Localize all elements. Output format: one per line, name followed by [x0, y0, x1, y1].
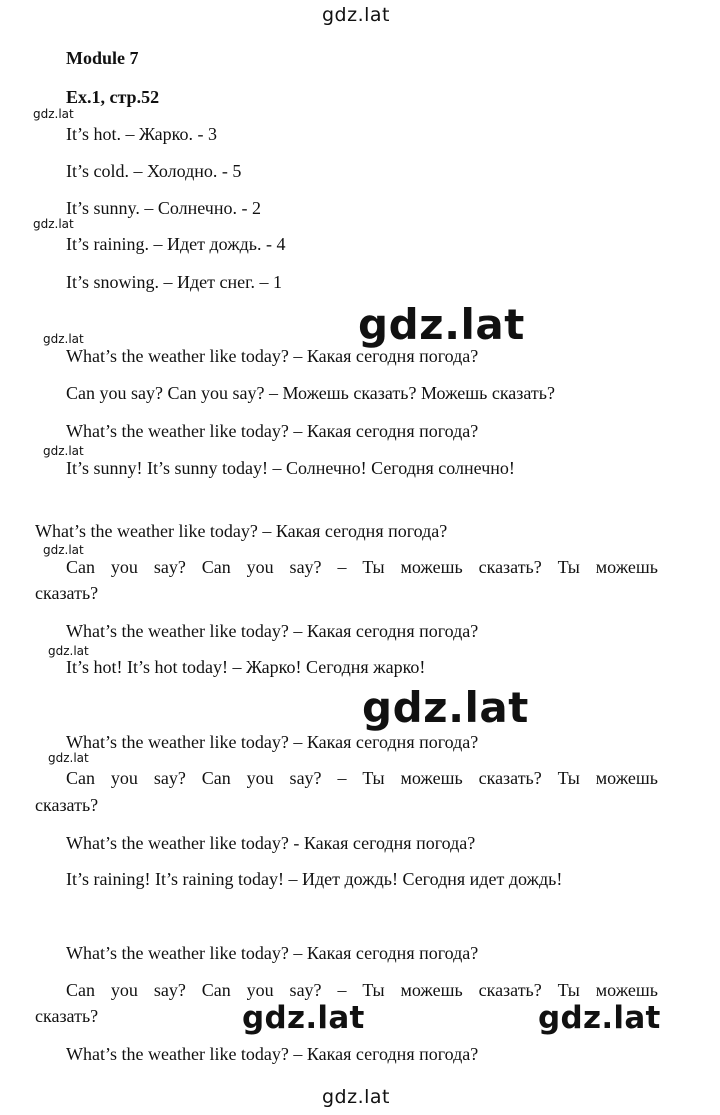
matching-line: It’s hot. – Жарко. - 3: [66, 124, 217, 144]
song-line: What’s the weather like today? - Какая сегодня погода?: [66, 833, 476, 853]
song-line: It’s hot! It’s hot today! – Жарко! Сегодня жарко!: [66, 657, 426, 677]
song-line: What’s the weather like today? – Какая сегодня погода?: [66, 421, 479, 441]
matching-line: It’s snowing. – Идет снег. – 1: [66, 272, 282, 292]
watermark-small: gdz.lat: [43, 332, 84, 346]
matching-line: It’s raining. – Идет дождь. - 4: [66, 234, 286, 254]
song-line: Can you say? Can you say? – Ты можешь сказать? Ты можешь: [66, 980, 658, 1000]
module-title: Module 7: [66, 48, 139, 68]
song-line: сказать?: [35, 795, 99, 815]
matching-line: It’s sunny. – Солнечно. - 2: [66, 198, 261, 218]
exercise-heading: Ex.1, стр.52: [66, 87, 160, 107]
song-line: сказать?: [35, 583, 99, 603]
song-line: Can you say? Can you say? – Можешь сказать? Можешь сказать?: [66, 383, 555, 403]
watermark-small: gdz.lat: [48, 751, 89, 765]
watermark-large: gdz.lat: [358, 300, 525, 349]
watermark-large: gdz.lat: [362, 683, 529, 732]
song-line: What’s the weather like today? – Какая сегодня погода?: [35, 521, 448, 541]
song-line: It’s sunny! It’s sunny today! – Солнечно! Сегодня солнечно!: [66, 458, 515, 478]
watermark-small: gdz.lat: [48, 644, 89, 658]
watermark-small: gdz.lat: [43, 543, 84, 557]
watermark-small: gdz.lat: [33, 217, 74, 231]
watermark-large: gdz.lat: [538, 1000, 661, 1036]
song-line: What’s the weather like today? – Какая сегодня погода?: [66, 1044, 479, 1064]
watermark-bottom: gdz.lat: [322, 1086, 391, 1108]
watermark-large: gdz.lat: [242, 1000, 365, 1036]
song-line: What’s the weather like today? – Какая сегодня погода?: [66, 943, 479, 963]
song-line: What’s the weather like today? – Какая сегодня погода?: [66, 621, 479, 641]
watermark-top: gdz.lat: [322, 4, 391, 26]
song-line: What’s the weather like today? – Какая сегодня погода?: [66, 346, 479, 366]
watermark-small: gdz.lat: [43, 444, 84, 458]
watermark-small: gdz.lat: [33, 107, 74, 121]
song-line: Can you say? Can you say? – Ты можешь сказать? Ты можешь: [66, 557, 658, 577]
song-line: What’s the weather like today? – Какая сегодня погода?: [66, 732, 479, 752]
song-line: Can you say? Can you say? – Ты можешь сказать? Ты можешь: [66, 768, 658, 788]
matching-line: It’s cold. – Холодно. - 5: [66, 161, 242, 181]
song-line: It’s raining! It’s raining today! – Идет дождь! Сегодня идет дождь!: [66, 869, 563, 889]
song-line: сказать?: [35, 1006, 99, 1026]
